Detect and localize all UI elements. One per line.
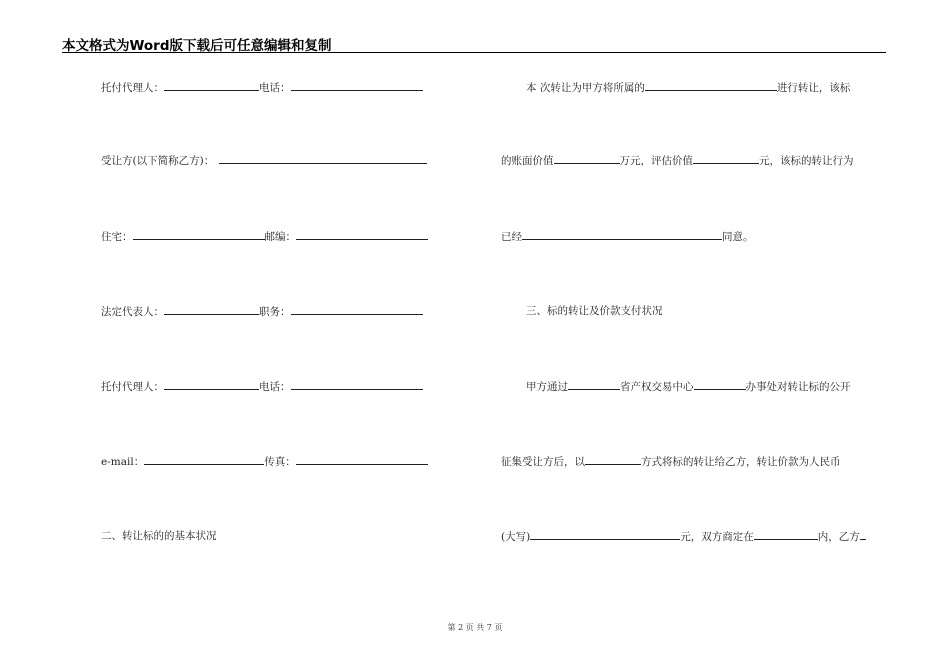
r7-blank-1 <box>530 529 680 540</box>
section-three-heading <box>526 304 663 318</box>
right-line-7 <box>501 529 866 544</box>
r6-blank <box>585 454 641 465</box>
r5-blank-2 <box>694 379 746 390</box>
r7-blank-3 <box>860 529 866 540</box>
section-three-title: 三、标的转让及价款支付状况 <box>526 305 663 317</box>
email-label: e-mail： <box>101 456 145 468</box>
r2-text-b: 万元，评估价值 <box>619 155 693 167</box>
r7-text-a: (大写) <box>501 531 531 543</box>
r7-text-b: 元，双方商定在 <box>680 531 754 543</box>
r7-blank-2 <box>754 529 818 540</box>
residence-label: 住宅： <box>101 231 133 243</box>
r2-blank-2 <box>693 153 759 164</box>
header-rule <box>62 52 886 53</box>
legal-rep-label: 法定代表人： <box>101 306 164 318</box>
section-two-heading <box>101 529 217 543</box>
right-line-2 <box>501 153 854 168</box>
right-line-5 <box>526 379 851 394</box>
fax-label: 传真： <box>264 456 296 468</box>
left-line-agent <box>101 80 423 95</box>
r2-text-c: 元，该标的转让行为 <box>759 155 854 167</box>
r3-blank <box>522 229 722 240</box>
r5-blank-1 <box>568 379 620 390</box>
r2-blank-1 <box>554 153 620 164</box>
left-line-residence <box>101 229 428 244</box>
agent-label-2: 托付代理人： <box>101 381 164 393</box>
agent-blank-2 <box>164 379 259 390</box>
phone-label: 电话： <box>259 82 291 94</box>
r3-text-b: 同意。 <box>722 231 754 243</box>
right-line-3 <box>501 229 754 244</box>
left-line-transferee <box>101 153 427 168</box>
phone-label-2: 电话： <box>259 381 291 393</box>
r5-text-b: 省产权交易中心 <box>620 381 694 393</box>
postcode-blank <box>296 229 428 240</box>
transferee-blank <box>219 153 427 164</box>
fax-blank <box>296 454 428 465</box>
r1-blank <box>645 80 777 91</box>
r2-text-a: 的账面价值 <box>501 155 554 167</box>
left-line-legal-rep <box>101 304 423 319</box>
position-blank <box>291 304 423 315</box>
right-line-6 <box>501 454 841 469</box>
page-footer: 第 2 页 共 7 页 <box>447 623 503 632</box>
r6-text-a: 征集受让方后，以 <box>501 456 585 468</box>
r1-text-b: 进行转让，该标 <box>776 82 851 94</box>
document-header: 本文格式为Word版下载后可任意编辑和复制 <box>62 38 332 54</box>
email-blank <box>144 454 264 465</box>
section-two-title: 二、转让标的的基本状况 <box>101 530 217 542</box>
left-line-email <box>101 454 428 469</box>
r7-text-c: 内，乙方 <box>817 531 860 543</box>
phone-blank <box>291 80 423 91</box>
r5-text-a: 甲方通过 <box>526 381 568 393</box>
right-line-1 <box>526 80 850 95</box>
phone-blank-2 <box>291 379 423 390</box>
r1-text-a: 本 次转让为甲方将所属的 <box>526 82 645 94</box>
agent-blank <box>164 80 259 91</box>
transferee-label: 受让方(以下简称乙方)： <box>101 155 215 167</box>
legal-rep-blank <box>164 304 259 315</box>
r5-text-c: 办事处对转让标的公开 <box>745 381 851 393</box>
agent-label: 托付代理人： <box>101 82 164 94</box>
left-line-agent-2 <box>101 379 423 394</box>
r6-text-b: 方式将标的转让给乙方，转让价款为人民币 <box>641 456 841 468</box>
position-label: 职务： <box>259 306 291 318</box>
r3-text-a: 已经 <box>501 231 522 243</box>
postcode-label: 邮编： <box>264 231 296 243</box>
residence-blank <box>133 229 265 240</box>
